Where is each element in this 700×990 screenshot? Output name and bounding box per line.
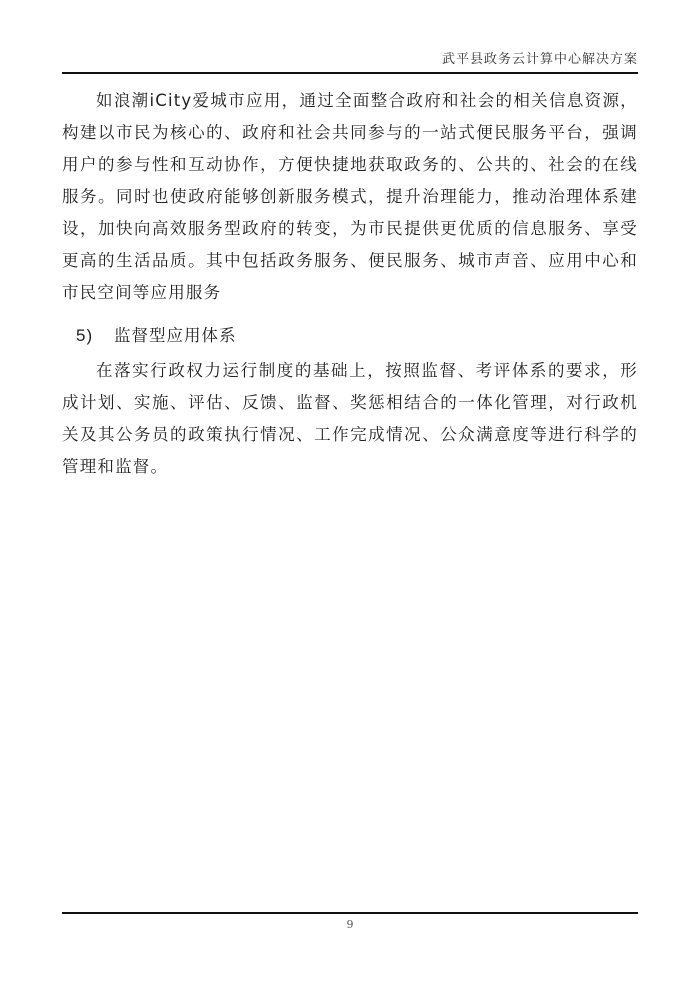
page-number: 9 bbox=[346, 918, 354, 931]
header-divider bbox=[62, 72, 638, 74]
section-title: 监督型应用体系 bbox=[114, 326, 237, 345]
document-header-title: 武平县政务云计算中心解决方案 bbox=[441, 52, 638, 67]
footer-divider bbox=[62, 912, 638, 914]
section-number: 5) bbox=[76, 326, 94, 345]
body-paragraph-icity: 如浪潮iCity爱城市应用，通过全面整合政府和社会的相关信息资源，构建以市民为核心的、政府和社会共同参与的一站式便民服务平台，强调用户的参与性和互动协作，方便快捷地获取政务的、公共的、社会的在线服务。同时也使政府能够创新服务模式，提升治理能力，推动治理体系建设，加快向高效服务型政府的转变，为市民提供更优质的信息服务、享受更高的生活品质。其中包括政务服务、便民服务、城市声音、应用中心和市民空间等应用服务 bbox=[62, 91, 638, 302]
body-paragraph-supervision: 在落实行政权力运行制度的基础上，按照监督、考评体系的要求，形成计划、实施、评估、反馈、监督、奖惩相结合的一体化管理，对行政机关及其公务员的政策执行情况、工作完成情况、公众满意度等进行科学的管理和监督。 bbox=[62, 361, 638, 476]
section-heading bbox=[76, 322, 237, 350]
